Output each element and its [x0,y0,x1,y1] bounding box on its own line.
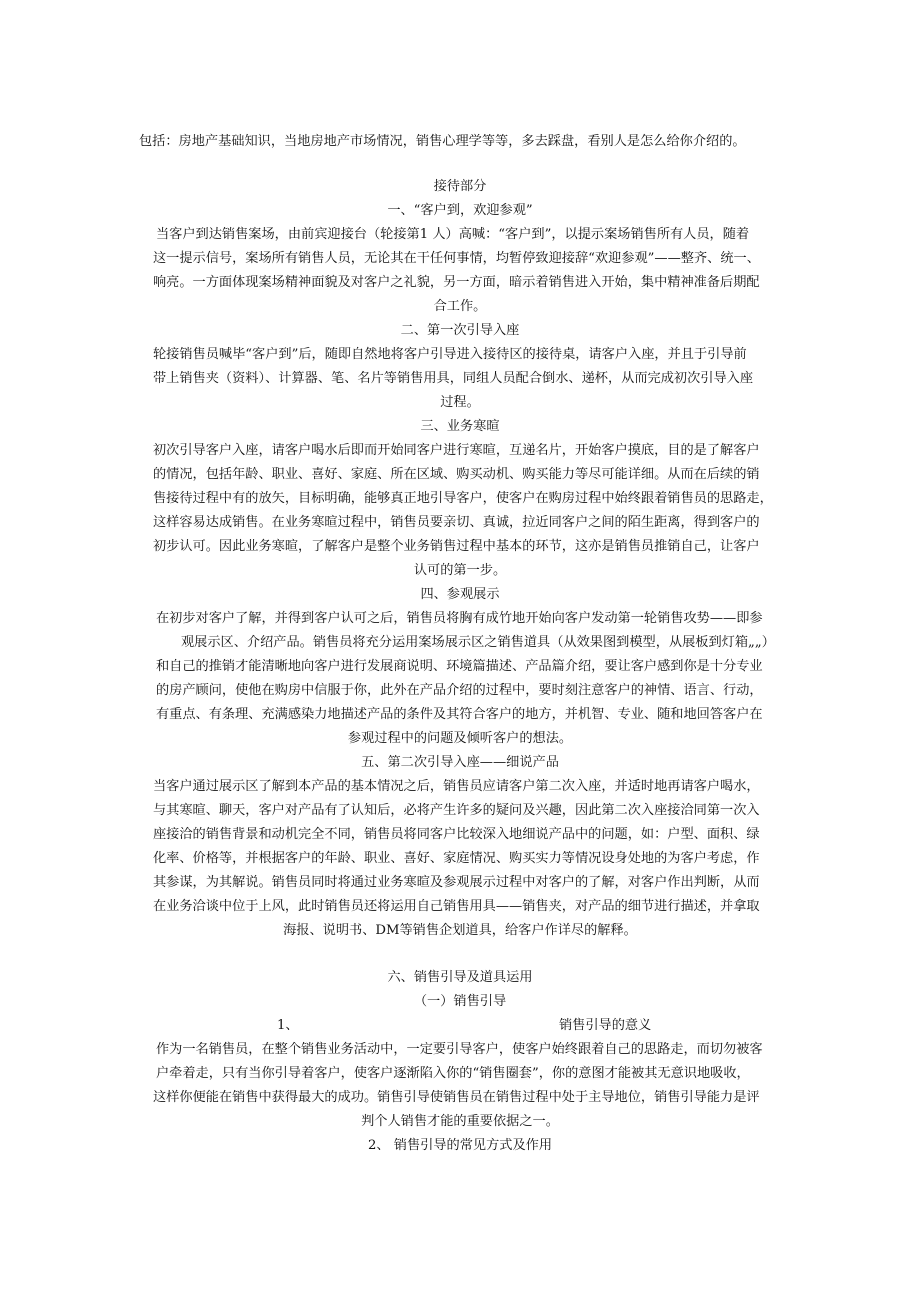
section-6-title: 六、销售引导及道具运用 [387,970,533,985]
section-5-line: 座接洽的销售背景和动机完全不同，销售员将同客户比较深入地细说产品中的问题，如：户型、面积、绿 [153,827,760,842]
item-1-number: 1、 [277,1018,299,1033]
item-1-line: 判个人销售才能的重要依据之一。 [361,1114,559,1129]
item-1-line: 这样你便能在销售中获得最大的成功。销售引导使销售员在销售过程中处于主导地位，销售引导能力是评 [153,1090,760,1105]
section-2-line: 带上销售夹（资料）、计算器、笔、名片等销售用具，同组人员配合倒水、递杯，从而完成初次引导入座 [153,371,754,386]
section-5-line: 化率、价格等，并根据客户的年龄、职业、喜好、家庭情况、购买实力等情况设身处地的为客户考虑，作 [153,851,760,866]
section-6-subtitle: （一）销售引导 [413,994,507,1009]
section-4-line: 有重点、有条理、充满感染力地描述产品的条件及其符合客户的地方，并机智、专业、随和地回答客户在 [156,707,763,722]
section-2-line: 过程。 [440,395,480,410]
section-4-line: 参观过程中的问题及倾听客户的想法。 [347,731,573,746]
section-4-line: 在初步对客户了解，并得到客户认可之后，销售员将胸有成竹地开始向客户发动第一轮销售攻势——即参 [156,611,763,626]
section-3-line: 初次引导客户入座，请客户喝水后即而开始同客户进行寒暄，互递名片，开始客户摸底，目的是了解客户 [153,443,760,458]
section-1-line: 当客户到达销售案场，由前宾迎接台（轮接第1 人）高喊：“客户到”，以提示案场销售所有人员，随着 [156,227,750,242]
section-5-line: 其参谋，为其解说。销售员同时将通过业务寒暄及参观展示过程中对客户的了解，对客户作出判断，从而 [153,875,760,890]
section-1-line: 这一提示信号，案场所有销售人员，无论其在干任何事情，均暂停致迎接辞“欢迎参观”——整齐、统一、 [153,251,760,266]
item-2-heading: 2、 销售引导的常见方式及作用 [367,1138,553,1153]
section-3-line: 的情况，包括年龄、职业、喜好、家庭、所在区域、购买动机、购买能力等尽可能详细。从而在后续的销 [153,467,760,482]
section-5-line: 当客户通过展示区了解到本产品的基本情况之后，销售员应请客户第二次入座，并适时地再请客户喝水， [153,779,760,794]
reception-heading: 接待部分 [433,179,487,194]
section-2-line: 轮接销售员喊毕“客户到”后，随即自然地将客户引导进入接待区的接待桌，请客户入座，并且于引导前 [153,347,747,362]
section-3-line: 认可的第一步。 [413,563,507,578]
section-2-title: 二、第一次引导入座 [400,323,520,338]
section-4-title: 四、参观展示 [420,587,500,602]
section-1-line: 响亮。一方面体现案场精神面貌及对客户之礼貌，另一方面，暗示着销售进入开始，集中精神准备后期配 [153,275,760,290]
section-5-line: 在业务洽谈中位于上风，此时销售员还将运用自己销售用具——销售夹，对产品的细节进行描述，并拿取 [153,899,760,914]
section-3-line: 售接待过程中有的放矢，目标明确，能够真正地引导客户，使客户在购房过程中始终跟着销售员的思路走， [153,491,773,506]
item-1-line: 作为一名销售员，在整个销售业务活动中，一定要引导客户，使客户始终跟着自己的思路走，而切勿被客 [156,1042,763,1057]
item-1-line: 户牵着走，只有当你引导着客户，使客户逐渐陷入你的“销售圈套”，你的意图才能被其无意识地吸收， [156,1066,750,1081]
section-4-line: 和自己的推销才能清晰地向客户进行发展商说明、环境篇描述、产品篇介绍，要让客户感到你是十分专业 [156,659,763,674]
section-5-line: 海报、说明书、DM等销售企划道具，给客户作详尽的解释。 [283,923,637,938]
section-3-line: 这样容易达成销售。在业务寒暄过程中，销售员要亲切、真诚，拉近同客户之间的陌生距离，得到客户的 [153,515,760,530]
section-1-title: 一、“客户到，欢迎参观” [387,203,533,218]
intro-paragraph: 包括：房地产基础知识，当地房地产市场情况，销售心理学等等，多去踩盘，看别人是怎么给你介绍的。 [139,134,746,149]
section-3-line: 初步认可。因此业务寒暄，了解客户是整个业务销售过程中基本的环节，这亦是销售员推销自己，让客户 [153,539,760,554]
section-5-line: 与其寒暄、聊天，客户对产品有了认知后，必将产生许多的疑问及兴趣，因此第二次入座接洽同第一次入 [153,803,760,818]
section-1-line: 合工作。 [433,299,487,314]
section-4-line: 的房产顾问，使他在购房中信服于你，此外在产品介绍的过程中，要时刻注意客户的神情、语言、行动， [156,683,763,698]
section-3-title: 三、业务寒暄 [420,419,500,434]
section-5-title: 五、第二次引导入座——细说产品 [361,755,559,770]
item-1-title: 销售引导的意义 [559,1018,652,1033]
section-4-line: 观展示区、介绍产品。销售员将充分运用案场展示区之销售道具（从效果图到模型，从展板到灯箱„„） [181,635,775,650]
